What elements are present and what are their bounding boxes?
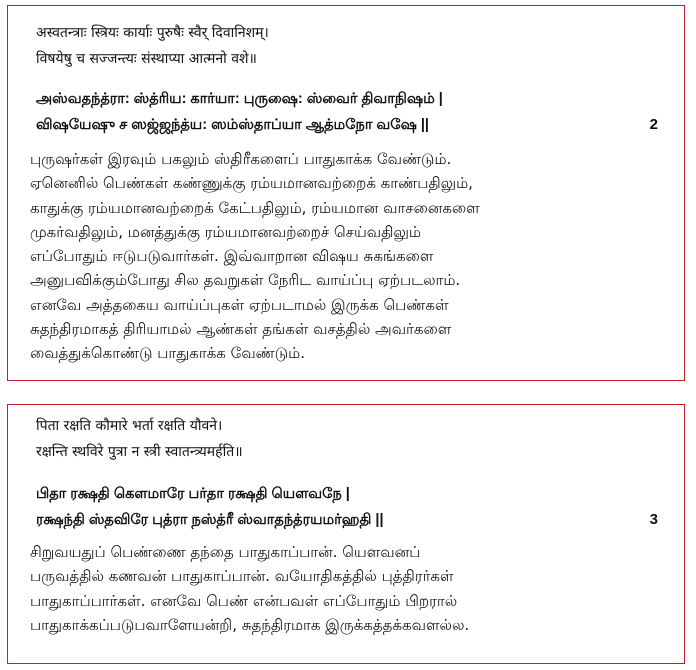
meaning-line: பருவத்தில் கணவன் பாதுகாப்பான். வயோதிகத்தில் புத்திரர்கள் [30, 567, 454, 586]
verse-3-box [7, 404, 685, 664]
verse-number: 3 [649, 511, 658, 528]
sanskrit-line: रक्षन्ति स्थविरे पुत्रा न स्त्री स्वातन्त्र्यमर्हति॥ [36, 444, 243, 460]
transliteration-line: அஸ்வதந்த்ரா: ஸ்த்ரிய: கார்யா: புருஷை: ஸ்வைர் திவாநிஷம் | [36, 91, 443, 107]
meaning-line: பாதுகாப்பார்கள். எனவே பெண் என்பவள் எப்போதும் பிறரால் [30, 591, 458, 610]
meaning-line: வைத்துக்கொண்டு பாதுகாக்க வேண்டும். [30, 344, 305, 363]
meaning-line: ஏனெனில் பெண்கள் கண்ணுக்கு ரம்யமானவற்றைக் காண்பதிலும், [30, 174, 473, 193]
meaning-line: முகர்வதிலும், மனத்துக்கு ரம்யமானவற்றைச் செய்வதிலும் [30, 222, 421, 241]
verse-number: 2 [649, 116, 658, 133]
meaning-line: புருஷர்கள் இரவும் பகலும் ஸ்திரீகளைப் பாதுகாக்க வேண்டும். [30, 150, 452, 168]
meaning-line: எப்போதும் ஈடுபடுவார்கள். இவ்வாறான விஷய சுகங்களை [30, 247, 434, 266]
sanskrit-verse [36, 413, 664, 465]
verse-2-box [7, 5, 685, 381]
sanskrit-line: अस्वतन्त्राः स्त्रियः कार्याः पुरुषैः स्वैर् दिवानिशम्। [36, 25, 269, 41]
meaning-line: எனவே அத்தகைய வாய்ப்புகள் ஏற்படாமல் இருக்க பெண்கள் [30, 295, 449, 314]
transliteration-line: ரக்ஷந்தி ஸ்தவிரே புத்ரா நஸ்த்ரீ ஸ்வாதந்த்ரயமர்ஹதி || 3 [36, 507, 664, 533]
meaning-line: சுதந்திரமாகத் திரியாமல் ஆண்கள் தங்கள் வசத்தில் அவர்களை [30, 320, 452, 339]
meaning-line: காதுக்கு ரம்யமானவற்றைக் கேட்பதிலும், ரம்யமான வாசனைகளை [30, 198, 480, 217]
tamil-meaning [30, 147, 670, 366]
transliteration-line: பிதா ரக்ஷதி கௌமாரே பர்தா ரக்ஷதி யௌவநே | [36, 486, 350, 502]
meaning-line: சிறுவயதுப் பெண்ணை தந்தை பாதுகாப்பான். யௌவனப் [30, 543, 421, 561]
meaning-line: அனுபவிக்கும்போது சில தவறுகள் நேரிட வாய்ப்பு ஏற்படலாம். [30, 271, 461, 290]
sanskrit-line: विषयेषु च सज्जन्त्यः संस्थाप्या आत्मनो वशे॥ [36, 51, 257, 67]
transliteration-line: விஷயேஷு ச ஸஜ்ஜந்த்ய: ஸம்ஸ்தாப்யா ஆத்மநோ வஷே || 2 [36, 112, 664, 138]
tamil-transliteration [36, 481, 664, 533]
sanskrit-line: पिता रक्षति कौमारे भर्ता रक्षति यौवने। [36, 418, 223, 434]
meaning-line: பாதுகாக்கப்படுபவாளேயன்றி, சுதந்திரமாக இருக்கத்தக்கவளல்ல. [30, 615, 470, 634]
tamil-transliteration [36, 86, 664, 138]
sanskrit-verse [36, 20, 664, 72]
tamil-meaning [30, 540, 670, 637]
